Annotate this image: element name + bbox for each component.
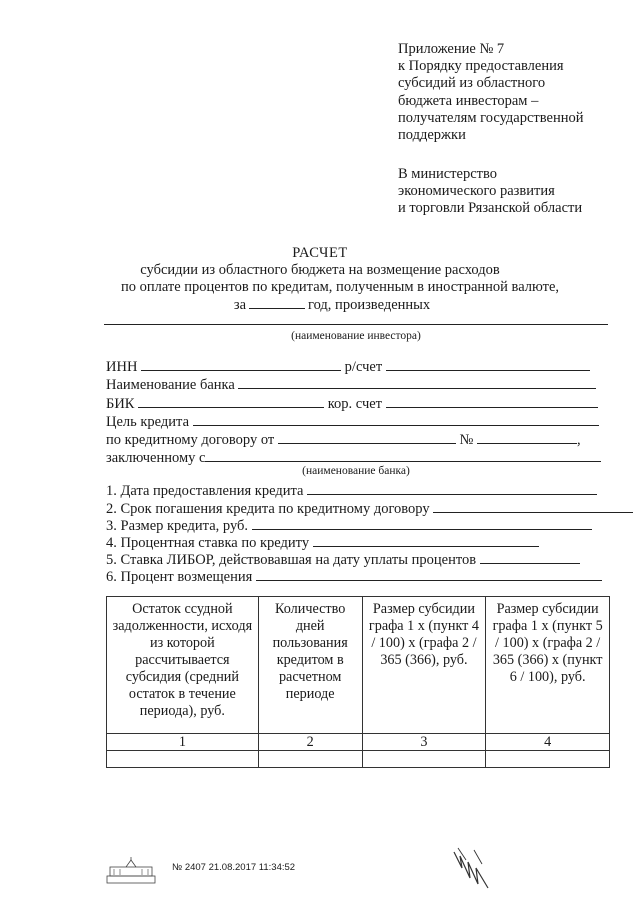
account-label: р/счет xyxy=(344,359,383,375)
title-line-1: субсидии из областного бюджета на возмещение расходов xyxy=(140,262,500,278)
table-header-cell: Количество дней пользования кредитом в расчетном периоде xyxy=(258,597,362,734)
year-prefix: за xyxy=(233,297,247,313)
bank-name-field[interactable] xyxy=(238,376,596,389)
concluded-label: заключенному с xyxy=(106,450,206,466)
agreement-row xyxy=(106,431,581,449)
agreement-number-field[interactable] xyxy=(477,431,577,444)
table-cell[interactable] xyxy=(107,751,259,768)
appendix-line: Приложение № 7 xyxy=(398,41,505,57)
appendix-line: субсидий из областного xyxy=(398,75,546,92)
corr-account-field[interactable] xyxy=(386,395,598,408)
calculation-table xyxy=(106,596,610,768)
inn-label: ИНН xyxy=(106,359,138,375)
year-suffix: год, произведенных xyxy=(308,297,431,313)
item-row xyxy=(106,534,539,552)
bik-field[interactable] xyxy=(138,395,324,408)
item-field[interactable] xyxy=(307,482,597,495)
item-label: 3. Размер кредита, руб. xyxy=(106,518,249,534)
inn-row xyxy=(106,358,590,376)
corr-account-label: кор. счет xyxy=(327,396,383,412)
item-field[interactable] xyxy=(313,534,539,547)
inn-field[interactable] xyxy=(141,358,341,371)
column-number: 3 xyxy=(362,734,486,751)
table-header-cell: Остаток ссудной задолженности, исходя из которой рассчитывается субсидия (средний остаток в течение периода), руб. xyxy=(107,597,259,734)
column-number: 2 xyxy=(258,734,362,751)
purpose-label: Цель кредита xyxy=(106,414,190,430)
appendix-line: бюджета инвесторам – xyxy=(398,92,539,109)
item-row xyxy=(106,517,592,535)
concluded-field[interactable] xyxy=(205,449,601,462)
item-row xyxy=(106,500,633,518)
document-title: РАСЧЕТ xyxy=(292,245,348,261)
item-field[interactable] xyxy=(256,568,602,581)
appendix-block xyxy=(398,41,634,144)
item-row xyxy=(106,551,580,569)
purpose-field[interactable] xyxy=(193,413,599,426)
addressee-line: экономического развития xyxy=(398,183,555,200)
addressee-line: В министерство xyxy=(398,166,497,182)
table-header-cell: Размер субсидии графа 1 х (пункт 5 / 100) х (графа 2 / 365 (366) х (пункт 6 / 100), руб. xyxy=(486,597,610,734)
appendix-line: получателям государственной xyxy=(398,109,584,126)
item-label: 5. Ставка ЛИБОР, действовавшая на дату уплаты процентов xyxy=(106,552,477,568)
year-blank[interactable] xyxy=(249,296,305,309)
number-sign: № xyxy=(459,432,474,448)
registry-emblem-icon xyxy=(106,856,156,884)
item-row xyxy=(106,568,602,586)
bank-name-row xyxy=(106,376,596,394)
item-label: 2. Срок погашения кредита по кредитному договору xyxy=(106,501,430,517)
table-cell[interactable] xyxy=(486,751,610,768)
table-number-row xyxy=(107,734,610,751)
title-line-3 xyxy=(12,296,640,314)
item-row xyxy=(106,482,597,500)
table-row xyxy=(107,751,610,768)
bik-label: БИК xyxy=(106,396,135,412)
account-field[interactable] xyxy=(386,358,590,371)
table-cell[interactable] xyxy=(362,751,486,768)
item-label: 4. Процентная ставка по кредиту xyxy=(106,535,310,551)
column-number: 1 xyxy=(107,734,259,751)
table-header-row xyxy=(107,597,610,734)
agreement-label: по кредитному договору от xyxy=(106,432,275,448)
item-field[interactable] xyxy=(480,551,580,564)
agreement-date-field[interactable] xyxy=(278,431,456,444)
table-header-cell: Размер субсидии графа 1 х (пункт 4 / 100) х (графа 2 / 365 (366), руб. xyxy=(362,597,486,734)
item-label: 6. Процент возмещения xyxy=(106,569,253,585)
title-line-2: по оплате процентов по кредитам, полученным в иностранной валюте, xyxy=(120,279,560,295)
table-cell[interactable] xyxy=(258,751,362,768)
signature-icon xyxy=(448,838,504,894)
item-field[interactable] xyxy=(433,500,633,513)
investor-caption: (наименование инвестора) xyxy=(291,330,421,342)
bank-name-label: Наименование банка xyxy=(106,377,235,393)
addressee-line: и торговли Рязанской области xyxy=(398,200,583,217)
registration-stamp-text: № 2407 21.08.2017 11:34:52 xyxy=(172,862,296,873)
column-number: 4 xyxy=(486,734,610,751)
comma: , xyxy=(576,432,581,448)
item-field[interactable] xyxy=(252,517,592,530)
bik-row xyxy=(106,395,598,413)
addressee-block xyxy=(398,166,634,218)
appendix-line: к Порядку предоставления xyxy=(398,58,564,75)
bank-caption: (наименование банка) xyxy=(302,465,410,477)
appendix-line: поддержки xyxy=(398,127,466,144)
item-label: 1. Дата предоставления кредита xyxy=(106,483,304,499)
investor-name-line[interactable] xyxy=(104,324,608,325)
purpose-row xyxy=(106,413,599,431)
